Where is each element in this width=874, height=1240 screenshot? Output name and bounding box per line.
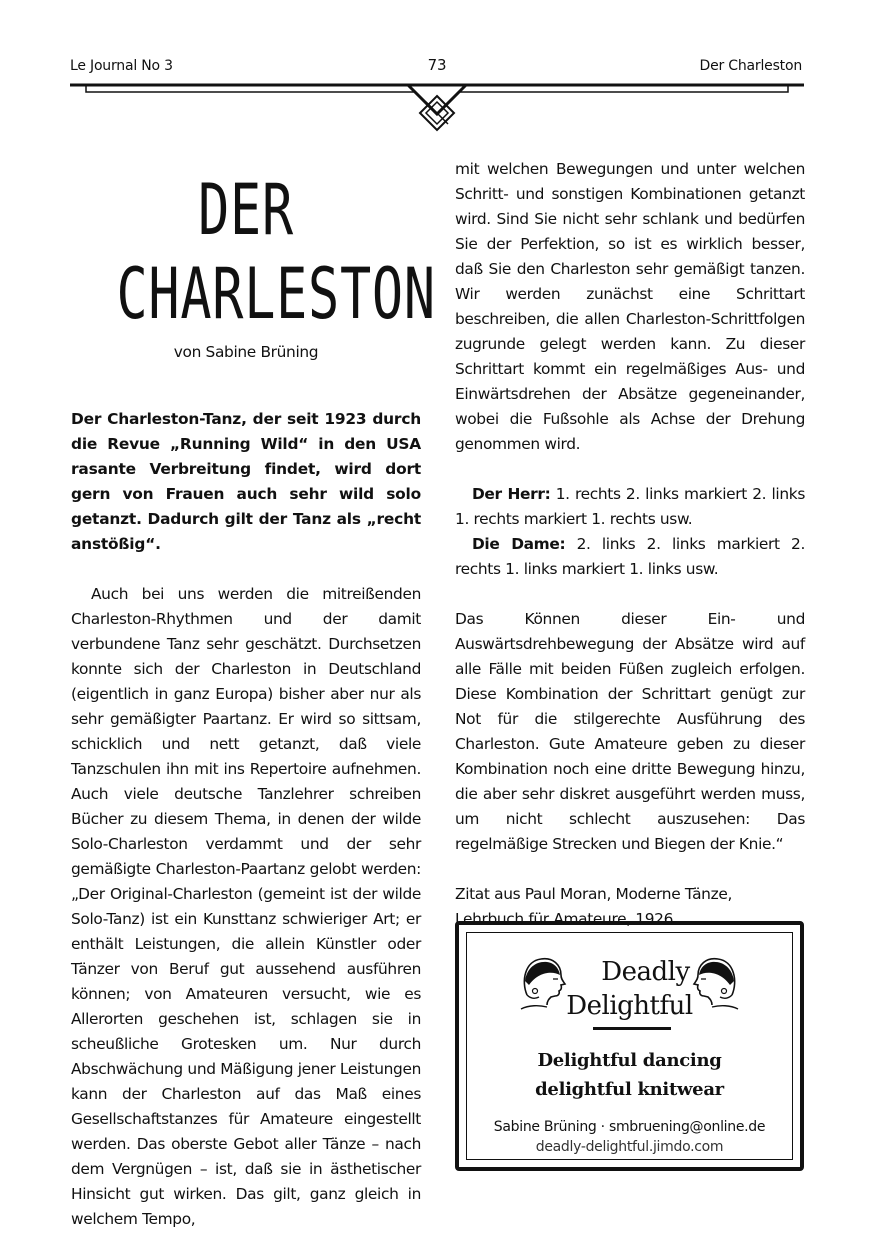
advertisement-divider xyxy=(593,1027,671,1030)
step-dame xyxy=(455,532,805,582)
advertisement-box xyxy=(455,921,804,1171)
title-line-2: CHARLESTON xyxy=(116,253,436,335)
byline: von Sabine Brüning xyxy=(173,343,319,361)
right-column xyxy=(455,157,805,932)
advertisement-inner-frame xyxy=(466,932,793,1160)
lead-paragraph: Der Charleston-Tanz, der seit 1923 durch die Revue „Running Wild“ in den USA rasante Verbreitung findet, wird dort gern von Frauen auch sehr wild solo getanzt. Dadurch gilt der Tanz als „recht anstößig“. xyxy=(71,410,421,553)
body-paragraph-1: Auch bei uns werden die mitreißenden Charleston-Rhythmen und der damit verbundene Tanz sehr geschätzt. Durchsetzen konnte sich der Charleston in Deutschland (eigentlich in ganz Europa) bisher aber nur als sehr gemäßigter Paartanz. Er wird so sittsam, schicklich und nett getanzt, daß viele Tanzschulen ihn mit ins Repertoire aufnehmen. Auch viele deutsche Tanzlehrer schreiben Bücher zu diesem Thema, in denen der wilde Solo-Charleston verdammt und der sehr gemäßigte Charleston-Paartanz gelobt werden: „Der Original-Charleston (gemeint ist der wilde Solo-Tanz) ist ein Kunsttanz schwieriger Art; er enthält Leistungen, die allein Künstler oder Tänzer von Beruf gut aussehend ausführen können; von Amateuren versucht, wie es Allerorten geschehen ist, schlagen sie in scheußliche Grotesken um. Nur durch Abschwächung und Mäßigung jener Leistungen kann der Charleston auf das Maß eines Gesellschaftstanzes für Amateure eingestellt werden. Das oberste Gebot aller Tänze – nach dem Vergnügen – ist, daß sie in ästhetischer Hinsicht gut wirken. Das gilt, ganz gleich in welchem Tempo, xyxy=(71,585,421,1228)
step-herr xyxy=(455,482,805,532)
step-dame-text: 2. links 2. links markiert 2. rechts 1. links markiert 1. links usw. xyxy=(455,535,805,578)
flapper-face-right-icon xyxy=(686,951,742,1013)
art-deco-header-ornament xyxy=(68,78,806,134)
body-paragraph-3: Das Können dieser Ein- und Auswärtsdrehbewegung der Absätze wird auf alle Fälle mit beiden Füßen zugleich erfolgen. Diese Kombination der Schrittart genügt zur Not für die stilgerechte Ausführung des Charleston. Gute Amateure geben zu dieser Kombination noch eine dritte Bewegung hinzu, die aber sehr diskret ausgeführt werden muss, um nicht schlecht auszusehen: Das regelmäßige Strecken und Biegen der Knie.“ xyxy=(455,610,805,853)
step-herr-label: Der Herr: xyxy=(472,485,551,503)
website-url: deadly-delightful.jimdo.com xyxy=(535,1139,724,1155)
article-title xyxy=(116,168,436,336)
title-line-1: DER xyxy=(198,169,294,251)
journal-name: Le Journal No 3 xyxy=(70,58,173,74)
step-dame-label: Die Dame: xyxy=(472,535,566,553)
step-herr-text: 1. rechts 2. links markiert 2. links 1. rechts markiert 1. rechts usw. xyxy=(455,485,805,528)
body-paragraph-2: mit welchen Bewegungen und unter welchen Schritt- und sonstigen Kombinationen getanzt wird. Sind Sie nicht sehr schlank und bedürfen Sie der Perfektion, so ist es wirklich besser, daß Sie den Charleston sehr gemäßigt tanzen. Wir werden zunächst eine Schrittart beschreiben, die allen Charleston-Schrittfolgen zugrunde gelegt werden kann. Zu dieser Schrittart kommt ein regelmäßiges Aus- und Einwärtsdrehen der Absätze gegeneinander, wobei die Fußsohle als Achse der Drehung genommen wird. xyxy=(455,160,805,453)
citation-line-1: Zitat aus Paul Moran, Moderne Tänze, xyxy=(455,885,732,903)
tagline-line-1: Delightful dancing xyxy=(537,1050,722,1071)
contact-info: Sabine Brüning · smbruening@online.de xyxy=(493,1119,766,1135)
citation-line-2: Lehrbuch für Amateure, 1926 xyxy=(455,910,674,928)
left-column xyxy=(71,168,436,1232)
deadly-delightful-logo xyxy=(467,945,792,1021)
brand-line-2: Delightful xyxy=(566,991,693,1021)
section-title: Der Charleston xyxy=(699,58,802,74)
page-number: 73 xyxy=(427,56,447,74)
brand-line-1: Deadly xyxy=(601,957,690,987)
tagline-line-2: delightful knitwear xyxy=(535,1079,724,1100)
